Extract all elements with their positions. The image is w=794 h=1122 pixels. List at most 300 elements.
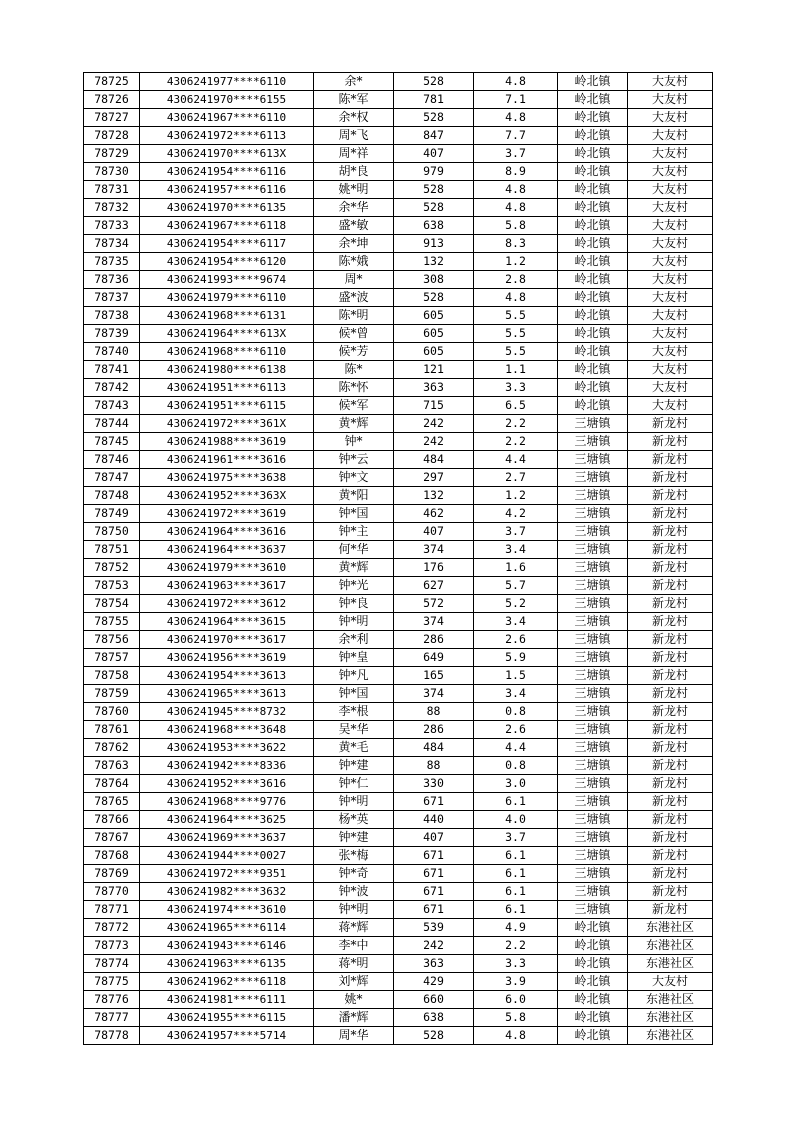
village-cell: 新龙村 <box>628 577 713 595</box>
table-row <box>84 1009 713 1027</box>
name-cell: 钟*明 <box>314 793 394 811</box>
name-cell: 盛*波 <box>314 289 394 307</box>
town-cell: 岭北镇 <box>558 145 628 163</box>
amount-cell: 671 <box>394 883 474 901</box>
name-cell: 姚*明 <box>314 181 394 199</box>
amount-cell: 286 <box>394 631 474 649</box>
town-cell: 三塘镇 <box>558 667 628 685</box>
amount-cell: 539 <box>394 919 474 937</box>
area-cell: 1.5 <box>474 667 558 685</box>
village-cell: 大友村 <box>628 973 713 991</box>
name-cell: 钟*皇 <box>314 649 394 667</box>
table-row <box>84 415 713 433</box>
id-number-cell: 4306241954****6117 <box>140 235 314 253</box>
town-cell: 三塘镇 <box>558 793 628 811</box>
name-cell: 周*祥 <box>314 145 394 163</box>
amount-cell: 242 <box>394 415 474 433</box>
name-cell: 钟* <box>314 433 394 451</box>
amount-cell: 660 <box>394 991 474 1009</box>
town-cell: 三塘镇 <box>558 613 628 631</box>
village-cell: 大友村 <box>628 127 713 145</box>
table-row <box>84 127 713 145</box>
table-row <box>84 811 713 829</box>
record-number-cell: 78753 <box>84 577 140 595</box>
name-cell: 钟*奇 <box>314 865 394 883</box>
area-cell: 1.2 <box>474 253 558 271</box>
table-row <box>84 253 713 271</box>
village-cell: 大友村 <box>628 379 713 397</box>
amount-cell: 627 <box>394 577 474 595</box>
id-number-cell: 4306241952****363X <box>140 487 314 505</box>
id-number-cell: 4306241981****6111 <box>140 991 314 1009</box>
town-cell: 三塘镇 <box>558 811 628 829</box>
area-cell: 1.2 <box>474 487 558 505</box>
name-cell: 黄*阳 <box>314 487 394 505</box>
id-number-cell: 4306241957****5714 <box>140 1027 314 1045</box>
amount-cell: 979 <box>394 163 474 181</box>
record-number-cell: 78732 <box>84 199 140 217</box>
amount-cell: 286 <box>394 721 474 739</box>
table-row <box>84 955 713 973</box>
record-number-cell: 78735 <box>84 253 140 271</box>
table-row <box>84 199 713 217</box>
record-number-cell: 78762 <box>84 739 140 757</box>
record-number-cell: 78757 <box>84 649 140 667</box>
town-cell: 三塘镇 <box>558 487 628 505</box>
table-row <box>84 325 713 343</box>
area-cell: 0.8 <box>474 757 558 775</box>
village-cell: 大友村 <box>628 325 713 343</box>
id-number-cell: 4306241970****6135 <box>140 199 314 217</box>
id-number-cell: 4306241964****3625 <box>140 811 314 829</box>
amount-cell: 407 <box>394 145 474 163</box>
amount-cell: 242 <box>394 937 474 955</box>
amount-cell: 484 <box>394 451 474 469</box>
area-cell: 5.5 <box>474 325 558 343</box>
amount-cell: 671 <box>394 901 474 919</box>
table-row <box>84 523 713 541</box>
amount-cell: 572 <box>394 595 474 613</box>
record-number-cell: 78759 <box>84 685 140 703</box>
record-number-cell: 78743 <box>84 397 140 415</box>
name-cell: 杨*英 <box>314 811 394 829</box>
village-cell: 新龙村 <box>628 523 713 541</box>
id-number-cell: 4306241972****3612 <box>140 595 314 613</box>
village-cell: 新龙村 <box>628 559 713 577</box>
area-cell: 3.3 <box>474 955 558 973</box>
id-number-cell: 4306241970****6155 <box>140 91 314 109</box>
id-number-cell: 4306241970****613X <box>140 145 314 163</box>
name-cell: 候*曾 <box>314 325 394 343</box>
town-cell: 岭北镇 <box>558 109 628 127</box>
amount-cell: 528 <box>394 73 474 91</box>
amount-cell: 605 <box>394 325 474 343</box>
area-cell: 5.8 <box>474 1009 558 1027</box>
amount-cell: 297 <box>394 469 474 487</box>
name-cell: 何*华 <box>314 541 394 559</box>
record-number-cell: 78768 <box>84 847 140 865</box>
village-cell: 新龙村 <box>628 487 713 505</box>
table-row <box>84 847 713 865</box>
table-row <box>84 829 713 847</box>
id-number-cell: 4306241951****6113 <box>140 379 314 397</box>
id-number-cell: 4306241965****3613 <box>140 685 314 703</box>
area-cell: 6.1 <box>474 847 558 865</box>
village-cell: 大友村 <box>628 181 713 199</box>
name-cell: 钟*明 <box>314 901 394 919</box>
village-cell: 新龙村 <box>628 631 713 649</box>
village-cell: 大友村 <box>628 307 713 325</box>
town-cell: 岭北镇 <box>558 973 628 991</box>
table-row <box>84 865 713 883</box>
village-cell: 新龙村 <box>628 757 713 775</box>
name-cell: 钟*云 <box>314 451 394 469</box>
record-number-cell: 78771 <box>84 901 140 919</box>
amount-cell: 638 <box>394 1009 474 1027</box>
village-cell: 东港社区 <box>628 1009 713 1027</box>
record-number-cell: 78727 <box>84 109 140 127</box>
id-number-cell: 4306241965****6114 <box>140 919 314 937</box>
amount-cell: 528 <box>394 289 474 307</box>
village-cell: 新龙村 <box>628 649 713 667</box>
id-number-cell: 4306241953****3622 <box>140 739 314 757</box>
town-cell: 岭北镇 <box>558 397 628 415</box>
name-cell: 李*中 <box>314 937 394 955</box>
village-cell: 大友村 <box>628 253 713 271</box>
town-cell: 三塘镇 <box>558 901 628 919</box>
record-number-cell: 78746 <box>84 451 140 469</box>
name-cell: 陈*军 <box>314 91 394 109</box>
area-cell: 1.6 <box>474 559 558 577</box>
area-cell: 3.4 <box>474 685 558 703</box>
village-cell: 新龙村 <box>628 775 713 793</box>
area-cell: 8.3 <box>474 235 558 253</box>
record-number-cell: 78751 <box>84 541 140 559</box>
amount-cell: 638 <box>394 217 474 235</box>
village-cell: 大友村 <box>628 217 713 235</box>
id-number-cell: 4306241967****6110 <box>140 109 314 127</box>
village-cell: 东港社区 <box>628 937 713 955</box>
name-cell: 钟*波 <box>314 883 394 901</box>
amount-cell: 671 <box>394 847 474 865</box>
area-cell: 2.7 <box>474 469 558 487</box>
table-row <box>84 505 713 523</box>
village-cell: 新龙村 <box>628 901 713 919</box>
name-cell: 周*华 <box>314 1027 394 1045</box>
record-number-cell: 78763 <box>84 757 140 775</box>
town-cell: 三塘镇 <box>558 883 628 901</box>
name-cell: 姚* <box>314 991 394 1009</box>
id-number-cell: 4306241980****6138 <box>140 361 314 379</box>
name-cell: 吴*华 <box>314 721 394 739</box>
town-cell: 三塘镇 <box>558 451 628 469</box>
area-cell: 6.0 <box>474 991 558 1009</box>
id-number-cell: 4306241969****3637 <box>140 829 314 847</box>
name-cell: 钟*凡 <box>314 667 394 685</box>
record-number-cell: 78758 <box>84 667 140 685</box>
town-cell: 岭北镇 <box>558 1027 628 1045</box>
record-number-cell: 78730 <box>84 163 140 181</box>
area-cell: 4.8 <box>474 199 558 217</box>
record-number-cell: 78726 <box>84 91 140 109</box>
amount-cell: 781 <box>394 91 474 109</box>
record-number-cell: 78772 <box>84 919 140 937</box>
name-cell: 钟*建 <box>314 829 394 847</box>
record-number-cell: 78778 <box>84 1027 140 1045</box>
area-cell: 6.1 <box>474 865 558 883</box>
record-number-cell: 78744 <box>84 415 140 433</box>
amount-cell: 374 <box>394 541 474 559</box>
name-cell: 潘*辉 <box>314 1009 394 1027</box>
area-cell: 2.2 <box>474 415 558 433</box>
table-row <box>84 595 713 613</box>
table-row <box>84 541 713 559</box>
area-cell: 3.4 <box>474 541 558 559</box>
table-row <box>84 901 713 919</box>
town-cell: 三塘镇 <box>558 829 628 847</box>
id-number-cell: 4306241964****3637 <box>140 541 314 559</box>
town-cell: 三塘镇 <box>558 505 628 523</box>
town-cell: 三塘镇 <box>558 649 628 667</box>
table-row <box>84 289 713 307</box>
table-row <box>84 397 713 415</box>
village-cell: 大友村 <box>628 109 713 127</box>
area-cell: 3.7 <box>474 523 558 541</box>
table-row <box>84 379 713 397</box>
id-number-cell: 4306241968****6110 <box>140 343 314 361</box>
name-cell: 余*坤 <box>314 235 394 253</box>
name-cell: 候*军 <box>314 397 394 415</box>
name-cell: 蒋*明 <box>314 955 394 973</box>
name-cell: 陈*明 <box>314 307 394 325</box>
village-cell: 新龙村 <box>628 847 713 865</box>
area-cell: 4.4 <box>474 451 558 469</box>
area-cell: 3.7 <box>474 829 558 847</box>
amount-cell: 330 <box>394 775 474 793</box>
village-cell: 新龙村 <box>628 433 713 451</box>
id-number-cell: 4306241982****3632 <box>140 883 314 901</box>
town-cell: 岭北镇 <box>558 163 628 181</box>
town-cell: 三塘镇 <box>558 577 628 595</box>
id-number-cell: 4306241972****6113 <box>140 127 314 145</box>
table-row <box>84 775 713 793</box>
table-row <box>84 145 713 163</box>
town-cell: 三塘镇 <box>558 433 628 451</box>
village-cell: 大友村 <box>628 73 713 91</box>
village-cell: 新龙村 <box>628 703 713 721</box>
area-cell: 4.2 <box>474 505 558 523</box>
area-cell: 2.6 <box>474 631 558 649</box>
id-number-cell: 4306241954****3613 <box>140 667 314 685</box>
amount-cell: 88 <box>394 757 474 775</box>
name-cell: 黄*辉 <box>314 559 394 577</box>
town-cell: 三塘镇 <box>558 631 628 649</box>
id-number-cell: 4306241955****6115 <box>140 1009 314 1027</box>
town-cell: 三塘镇 <box>558 595 628 613</box>
name-cell: 胡*良 <box>314 163 394 181</box>
area-cell: 2.6 <box>474 721 558 739</box>
name-cell: 刘*辉 <box>314 973 394 991</box>
table-row <box>84 91 713 109</box>
id-number-cell: 4306241942****8336 <box>140 757 314 775</box>
area-cell: 4.8 <box>474 109 558 127</box>
table-row <box>84 181 713 199</box>
name-cell: 钟*文 <box>314 469 394 487</box>
record-number-cell: 78776 <box>84 991 140 1009</box>
area-cell: 5.7 <box>474 577 558 595</box>
village-cell: 新龙村 <box>628 613 713 631</box>
town-cell: 岭北镇 <box>558 127 628 145</box>
table-row <box>84 271 713 289</box>
name-cell: 钟*光 <box>314 577 394 595</box>
amount-cell: 132 <box>394 487 474 505</box>
table-row <box>84 217 713 235</box>
amount-cell: 605 <box>394 307 474 325</box>
name-cell: 黄*毛 <box>314 739 394 757</box>
table-row <box>84 109 713 127</box>
name-cell: 钟*明 <box>314 613 394 631</box>
record-number-cell: 78749 <box>84 505 140 523</box>
village-cell: 新龙村 <box>628 865 713 883</box>
amount-cell: 132 <box>394 253 474 271</box>
record-number-cell: 78745 <box>84 433 140 451</box>
village-cell: 新龙村 <box>628 667 713 685</box>
record-number-cell: 78766 <box>84 811 140 829</box>
amount-cell: 363 <box>394 379 474 397</box>
id-number-cell: 4306241945****8732 <box>140 703 314 721</box>
town-cell: 岭北镇 <box>558 325 628 343</box>
id-number-cell: 4306241952****3616 <box>140 775 314 793</box>
name-cell: 李*根 <box>314 703 394 721</box>
name-cell: 余*权 <box>314 109 394 127</box>
table-row <box>84 649 713 667</box>
town-cell: 三塘镇 <box>558 865 628 883</box>
area-cell: 5.5 <box>474 343 558 361</box>
record-number-cell: 78769 <box>84 865 140 883</box>
area-cell: 0.8 <box>474 703 558 721</box>
town-cell: 三塘镇 <box>558 541 628 559</box>
table-row <box>84 613 713 631</box>
name-cell: 候*芳 <box>314 343 394 361</box>
amount-cell: 847 <box>394 127 474 145</box>
town-cell: 岭北镇 <box>558 235 628 253</box>
id-number-cell: 4306241954****6116 <box>140 163 314 181</box>
area-cell: 3.3 <box>474 379 558 397</box>
area-cell: 8.9 <box>474 163 558 181</box>
table-row <box>84 793 713 811</box>
name-cell: 钟*国 <box>314 685 394 703</box>
amount-cell: 374 <box>394 613 474 631</box>
id-number-cell: 4306241964****613X <box>140 325 314 343</box>
id-number-cell: 4306241975****3638 <box>140 469 314 487</box>
table-row <box>84 757 713 775</box>
town-cell: 岭北镇 <box>558 1009 628 1027</box>
area-cell: 7.7 <box>474 127 558 145</box>
village-cell: 新龙村 <box>628 793 713 811</box>
record-number-cell: 78773 <box>84 937 140 955</box>
amount-cell: 462 <box>394 505 474 523</box>
id-number-cell: 4306241944****0027 <box>140 847 314 865</box>
area-cell: 4.4 <box>474 739 558 757</box>
village-cell: 新龙村 <box>628 595 713 613</box>
id-number-cell: 4306241962****6118 <box>140 973 314 991</box>
table-row <box>84 73 713 91</box>
id-number-cell: 4306241972****361X <box>140 415 314 433</box>
amount-cell: 176 <box>394 559 474 577</box>
town-cell: 三塘镇 <box>558 775 628 793</box>
table-row <box>84 721 713 739</box>
town-cell: 岭北镇 <box>558 199 628 217</box>
record-number-cell: 78754 <box>84 595 140 613</box>
village-cell: 大友村 <box>628 343 713 361</box>
area-cell: 5.9 <box>474 649 558 667</box>
record-number-cell: 78747 <box>84 469 140 487</box>
id-number-cell: 4306241968****9776 <box>140 793 314 811</box>
record-number-cell: 78764 <box>84 775 140 793</box>
area-cell: 2.2 <box>474 937 558 955</box>
village-cell: 新龙村 <box>628 721 713 739</box>
area-cell: 5.2 <box>474 595 558 613</box>
record-number-cell: 78761 <box>84 721 140 739</box>
village-cell: 大友村 <box>628 361 713 379</box>
table-body <box>84 73 713 1045</box>
village-cell: 新龙村 <box>628 505 713 523</box>
village-cell: 大友村 <box>628 91 713 109</box>
table-row <box>84 937 713 955</box>
town-cell: 岭北镇 <box>558 307 628 325</box>
id-number-cell: 4306241977****6110 <box>140 73 314 91</box>
id-number-cell: 4306241968****3648 <box>140 721 314 739</box>
town-cell: 岭北镇 <box>558 73 628 91</box>
record-number-cell: 78767 <box>84 829 140 847</box>
table-row <box>84 667 713 685</box>
amount-cell: 429 <box>394 973 474 991</box>
name-cell: 周*飞 <box>314 127 394 145</box>
id-number-cell: 4306241993****9674 <box>140 271 314 289</box>
village-cell: 大友村 <box>628 145 713 163</box>
amount-cell: 440 <box>394 811 474 829</box>
record-number-cell: 78775 <box>84 973 140 991</box>
name-cell: 周* <box>314 271 394 289</box>
village-cell: 东港社区 <box>628 991 713 1009</box>
name-cell: 盛*敏 <box>314 217 394 235</box>
town-cell: 岭北镇 <box>558 181 628 199</box>
amount-cell: 484 <box>394 739 474 757</box>
area-cell: 6.5 <box>474 397 558 415</box>
table-row <box>84 577 713 595</box>
name-cell: 陈* <box>314 361 394 379</box>
town-cell: 三塘镇 <box>558 685 628 703</box>
record-number-cell: 78756 <box>84 631 140 649</box>
area-cell: 5.8 <box>474 217 558 235</box>
table-row <box>84 361 713 379</box>
area-cell: 4.0 <box>474 811 558 829</box>
name-cell: 黄*辉 <box>314 415 394 433</box>
id-number-cell: 4306241961****3616 <box>140 451 314 469</box>
id-number-cell: 4306241951****6115 <box>140 397 314 415</box>
town-cell: 岭北镇 <box>558 217 628 235</box>
area-cell: 3.4 <box>474 613 558 631</box>
area-cell: 4.8 <box>474 1027 558 1045</box>
amount-cell: 528 <box>394 109 474 127</box>
record-number-cell: 78738 <box>84 307 140 325</box>
id-number-cell: 4306241956****3619 <box>140 649 314 667</box>
village-cell: 大友村 <box>628 235 713 253</box>
amount-cell: 407 <box>394 523 474 541</box>
area-cell: 3.9 <box>474 973 558 991</box>
amount-cell: 374 <box>394 685 474 703</box>
amount-cell: 528 <box>394 181 474 199</box>
